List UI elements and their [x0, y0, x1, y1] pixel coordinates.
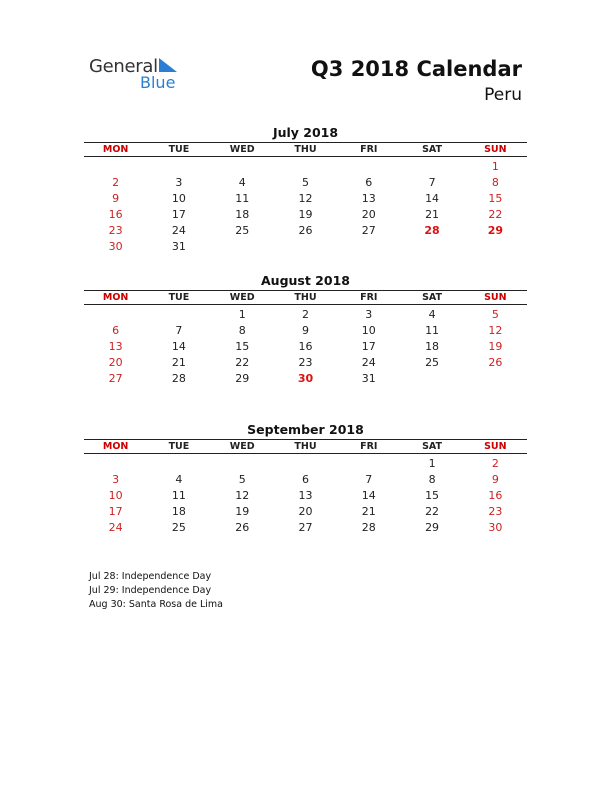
- holiday-item: Jul 29: Independence Day: [89, 585, 212, 596]
- day-cell: 31: [361, 372, 376, 385]
- day-cell: 23: [108, 224, 123, 237]
- day-cell: 13: [361, 192, 376, 205]
- day-cell: 15: [425, 489, 440, 502]
- page-title: Q3 2018 Calendar: [310, 57, 522, 81]
- country-name: Peru: [484, 85, 522, 105]
- day-cell: 10: [108, 489, 123, 502]
- day-cell: 1: [491, 160, 499, 173]
- weekday-header: [84, 142, 527, 157]
- day-cell: 15: [235, 340, 250, 353]
- day-cell: 15: [488, 192, 503, 205]
- day-cell: 12: [235, 489, 250, 502]
- day-cell: 4: [238, 176, 246, 189]
- weekday-header: [84, 290, 527, 305]
- empty-cell: [211, 159, 274, 175]
- weekday-sun: SUN: [484, 144, 507, 155]
- empty-cell: [84, 159, 147, 175]
- weekday-tue: TUE: [168, 144, 190, 155]
- day-cell: 18: [235, 208, 250, 221]
- logo: [89, 56, 189, 96]
- day-cell: 22: [488, 208, 503, 221]
- day-cell: 1: [238, 308, 246, 321]
- day-cell: 30: [108, 240, 123, 253]
- month-block-september: [84, 422, 527, 536]
- day-cell: 8: [428, 473, 436, 486]
- holiday-item: Aug 30: Santa Rosa de Lima: [89, 599, 223, 610]
- month-title: August 2018: [261, 273, 350, 288]
- day-cell: 17: [171, 208, 186, 221]
- day-cell: 26: [488, 356, 503, 369]
- logo-text-blue: Blue: [140, 73, 176, 92]
- day-cell: 27: [108, 372, 123, 385]
- day-cell: 22: [235, 356, 250, 369]
- weekday-thu: THU: [294, 441, 317, 452]
- day-cell: 21: [171, 356, 186, 369]
- weekday-mon: MON: [102, 144, 129, 155]
- empty-cell: [84, 307, 147, 323]
- day-cell: 29: [487, 224, 503, 237]
- month-title: July 2018: [272, 125, 339, 140]
- weekday-fri: FRI: [360, 441, 378, 452]
- day-cell: 31: [171, 240, 186, 253]
- day-cell: 24: [108, 521, 123, 534]
- day-cell: 2: [301, 308, 309, 321]
- empty-cell: [84, 456, 147, 472]
- day-cell: 20: [108, 356, 123, 369]
- day-cell: 14: [171, 340, 186, 353]
- day-cell: 2: [112, 176, 120, 189]
- day-cell: 24: [171, 224, 186, 237]
- weekday-thu: THU: [294, 292, 317, 303]
- day-cell: 29: [235, 372, 250, 385]
- weekday-header: [84, 439, 527, 454]
- day-cell: 12: [488, 324, 503, 337]
- day-cell: 7: [175, 324, 183, 337]
- day-cell: 8: [491, 176, 499, 189]
- day-cell: 5: [301, 176, 309, 189]
- day-cell: 10: [171, 192, 186, 205]
- day-cell: 26: [235, 521, 250, 534]
- day-cell: 1: [428, 457, 436, 470]
- day-cell: 28: [171, 372, 186, 385]
- day-cell: 12: [298, 192, 313, 205]
- day-cell: 8: [238, 324, 246, 337]
- month-block-august: [84, 273, 527, 387]
- weekday-sat: SAT: [422, 441, 443, 452]
- day-cell: 19: [235, 505, 250, 518]
- day-cell: 26: [298, 224, 313, 237]
- weekday-mon: MON: [102, 292, 129, 303]
- day-cell: 20: [361, 208, 376, 221]
- weekday-mon: MON: [102, 441, 129, 452]
- empty-cell: [400, 159, 463, 175]
- day-cell: 28: [361, 521, 376, 534]
- empty-cell: [147, 456, 210, 472]
- day-cell: 11: [425, 324, 440, 337]
- day-cell: 6: [112, 324, 120, 337]
- weekday-tue: TUE: [168, 441, 190, 452]
- day-cell: 19: [488, 340, 503, 353]
- month-block-july: [84, 125, 527, 255]
- day-cell: 6: [301, 473, 309, 486]
- day-cell: 27: [361, 224, 376, 237]
- day-cell: 5: [491, 308, 499, 321]
- day-cell: 3: [175, 176, 183, 189]
- day-cell: 9: [301, 324, 309, 337]
- day-cell: 16: [298, 340, 313, 353]
- weekday-fri: FRI: [360, 292, 378, 303]
- day-cell: 18: [425, 340, 440, 353]
- day-cell: 19: [298, 208, 313, 221]
- day-cell: 4: [175, 473, 183, 486]
- day-cell: 25: [425, 356, 440, 369]
- day-grid: [84, 159, 527, 255]
- weekday-sun: SUN: [484, 441, 507, 452]
- day-grid: [84, 456, 527, 536]
- empty-cell: [274, 456, 337, 472]
- logo-text-general: General: [89, 56, 158, 77]
- day-cell: 30: [488, 521, 503, 534]
- weekday-wed: WED: [229, 144, 255, 155]
- day-cell: 14: [425, 192, 440, 205]
- holiday-item: Jul 28: Independence Day: [89, 571, 212, 582]
- day-cell: 17: [108, 505, 123, 518]
- empty-cell: [147, 159, 210, 175]
- day-cell: 9: [491, 473, 499, 486]
- weekday-fri: FRI: [360, 144, 378, 155]
- day-cell: 21: [425, 208, 440, 221]
- day-cell: 30: [297, 372, 314, 385]
- day-cell: 22: [425, 505, 440, 518]
- weekday-wed: WED: [229, 441, 255, 452]
- day-cell: 3: [365, 308, 373, 321]
- day-cell: 16: [108, 208, 123, 221]
- day-cell: 4: [428, 308, 436, 321]
- day-cell: 7: [365, 473, 373, 486]
- day-cell: 2: [491, 457, 499, 470]
- weekday-sat: SAT: [422, 292, 443, 303]
- day-cell: 25: [235, 224, 250, 237]
- weekday-sat: SAT: [422, 144, 443, 155]
- logo-triangle-icon: [159, 58, 177, 72]
- day-cell: 13: [298, 489, 313, 502]
- empty-cell: [147, 307, 210, 323]
- day-cell: 23: [488, 505, 503, 518]
- day-cell: 25: [171, 521, 186, 534]
- day-cell: 5: [238, 473, 246, 486]
- day-cell: 27: [298, 521, 313, 534]
- day-cell: 10: [361, 324, 376, 337]
- day-cell: 7: [428, 176, 436, 189]
- day-cell: 11: [235, 192, 250, 205]
- month-title: September 2018: [247, 422, 364, 437]
- weekday-sun: SUN: [484, 292, 507, 303]
- empty-cell: [337, 159, 400, 175]
- day-cell: 3: [112, 473, 120, 486]
- holiday-list: [89, 570, 223, 612]
- weekday-wed: WED: [229, 292, 255, 303]
- day-cell: 17: [361, 340, 376, 353]
- day-cell: 18: [171, 505, 186, 518]
- weekday-tue: TUE: [168, 292, 190, 303]
- day-cell: 21: [361, 505, 376, 518]
- day-grid: [84, 307, 527, 387]
- empty-cell: [211, 456, 274, 472]
- empty-cell: [337, 456, 400, 472]
- weekday-thu: THU: [294, 144, 317, 155]
- day-cell: 24: [361, 356, 376, 369]
- day-cell: 20: [298, 505, 313, 518]
- day-cell: 28: [424, 224, 440, 237]
- day-cell: 13: [108, 340, 123, 353]
- day-cell: 6: [365, 176, 373, 189]
- day-cell: 9: [112, 192, 120, 205]
- day-cell: 16: [488, 489, 503, 502]
- empty-cell: [274, 159, 337, 175]
- day-cell: 11: [171, 489, 186, 502]
- day-cell: 23: [298, 356, 313, 369]
- day-cell: 14: [361, 489, 376, 502]
- day-cell: 29: [425, 521, 440, 534]
